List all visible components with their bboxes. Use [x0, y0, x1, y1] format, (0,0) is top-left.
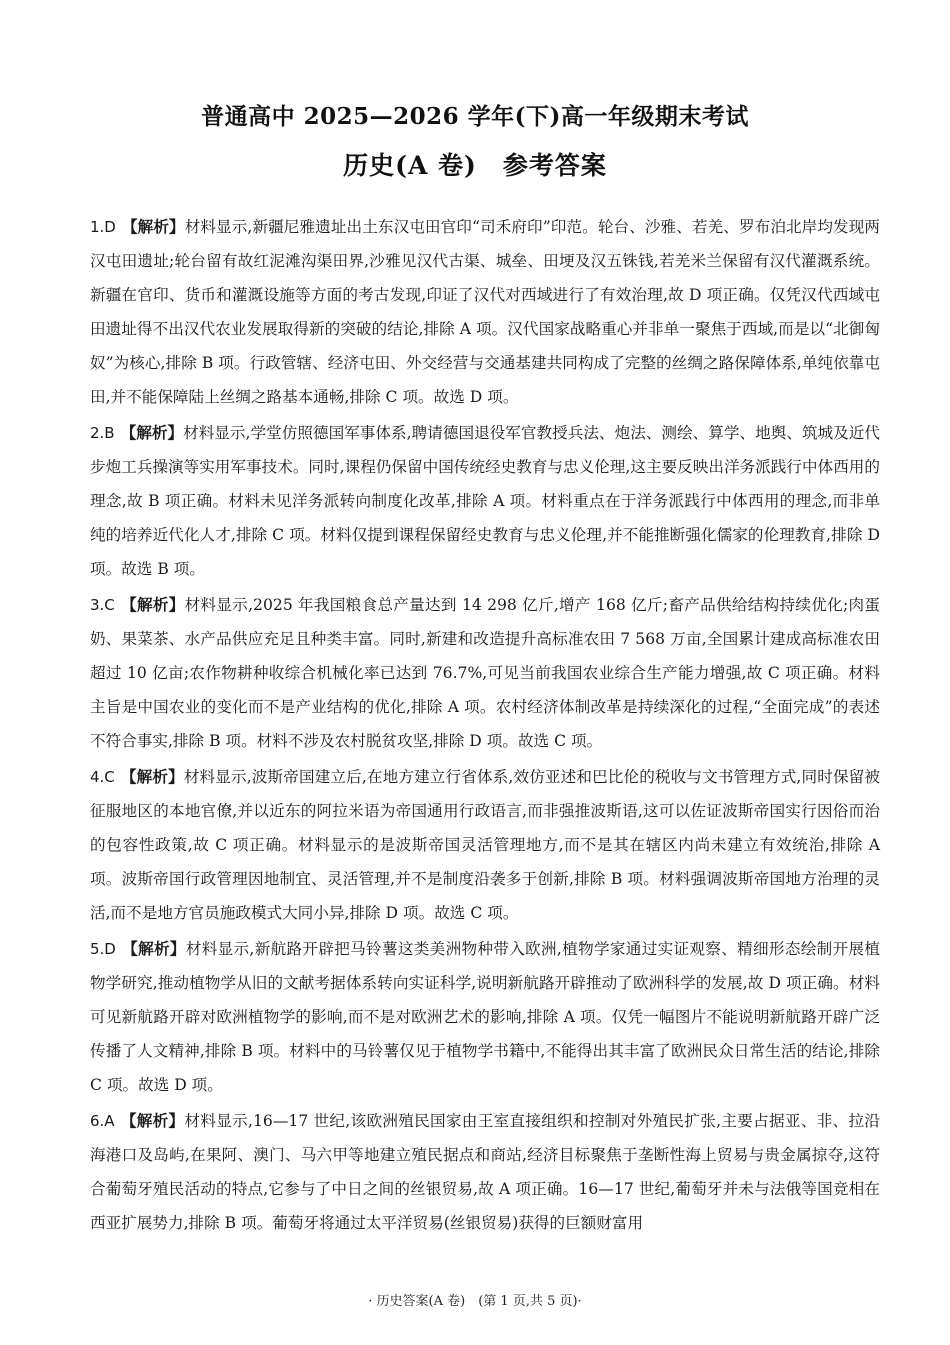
answer-number: 3.C	[90, 596, 115, 615]
answer-item-1	[90, 210, 880, 415]
exam-title: 普通高中 2025—2026 学年(下)高一年级期末考试	[201, 103, 749, 130]
answer-text: 材料显示,2025 年我国粮食总产量达到 14 298 亿斤,增产 168 亿斤;畜产品供给结构持续优化;肉蛋奶、果菜茶、水产品供应充足且种类丰富。同时,新建和改造提升高标准农田 7 568 万亩,全国累计建成高标准农田超过 10 亿亩;农作物耕种收综合机械化率已达到 76.7%,可见当前我国农业综合生产能力增强,故 C 项正确。材料主旨是中国农业的变化而不是产业结构的优化,排除 A 项。农村经济体制改革是持续深化的过程,“全面完成”的表述不符合事实,排除 B 项。材料不涉及农村脱贫攻坚,排除 D 项。故选 C 项。	[90, 596, 880, 751]
answer-item-5	[90, 932, 880, 1102]
answer-number: 1.D	[90, 218, 116, 236]
answer-list	[90, 210, 880, 1242]
analysis-tag: 【解析】	[121, 938, 186, 958]
answer-text: 材料显示,学堂仿照德国军事体系,聘请德国退役军官教授兵法、炮法、测绘、算学、地舆、筑城及近代步炮工兵操演等实用军事技术。同时,课程仍保留中国传统经史教育与忠义伦理,这主要反映出洋务派践行中体西用的理念,故 B 项正确。材料未见洋务派转向制度化改革,排除 A 项。材料重点在于洋务派践行中体西用的理念,而非单纯的培养近代化人才,排除 C 项。材料仅提到课程保留经史教育与忠义伦理,并不能推断强化儒家的伦理教育,排除 D 项。故选 B 项。	[90, 424, 880, 579]
answer-text: 材料显示,波斯帝国建立后,在地方建立行省体系,效仿亚述和巴比伦的税收与文书管理方式,同时保留被征服地区的本地官僚,并以近东的阿拉米语为帝国通用行政语言,而非强推波斯语,这可以佐证波斯帝国实行因俗而治的包容性政策,故 C 项正确。材料显示的是波斯帝国灵活管理地方,而不是其在辖区内尚未建立有效统治,排除 A 项。波斯帝国行政管理因地制宜、灵活管理,并不是制度沿袭多于创新,排除 B 项。材料强调波斯帝国地方治理的灵活,而不是地方官员施政模式大同小异,排除 D 项。故选 C 项。	[90, 768, 880, 923]
analysis-tag: 【解析】	[120, 423, 184, 443]
analysis-tag: 【解析】	[121, 217, 185, 236]
analysis-tag: 【解析】	[120, 1110, 185, 1130]
analysis-tag: 【解析】	[120, 767, 184, 786]
answer-item-2	[90, 416, 880, 586]
page-footer: · 历史答案(A 卷) (第 1 页,共 5 页)·	[368, 1294, 582, 1309]
answer-text: 材料显示,新疆尼雅遗址出土东汉屯田官印“司禾府印”印范。轮台、沙雅、若羌、罗布泊北岸均发现两汉屯田遗址;轮台留有故红泥滩沟渠田界,沙雅见汉代古渠、城垒、田埂及汉五铢钱,若羌米兰保留有汉代灌溉系统。新疆在官印、货币和灌溉设施等方面的考古发现,印证了汉代对西域进行了有效治理,故 D 项正确。仅凭汉代西域屯田遗址得不出汉代农业发展取得新的突破的结论,排除 A 项。汉代国家战略重心并非单一聚焦于西域,而是以“北御匈奴”为核心,排除 B 项。行政管辖、经济屯田、外交经营与交通基建共同构成了完整的丝绸之路保障体系,单纯依靠屯田,并不能保障陆上丝绸之路基本通畅,排除 C 项。故选 D 项。	[90, 218, 880, 407]
answer-item-3	[90, 588, 880, 758]
answer-number: 2.B	[90, 424, 115, 443]
answer-item-6	[90, 1104, 880, 1240]
answer-number: 6.A	[90, 1111, 115, 1130]
answer-number: 5.D	[90, 939, 116, 958]
answer-text: 材料显示,新航路开辟把马铃薯这类美洲物种带入欧洲,植物学家通过实证观察、精细形态绘制开展植物学研究,推动植物学从旧的文献考据体系转向实证科学,说明新航路开辟推动了欧洲科学的发展,故 D 项正确。材料可见新航路开辟对欧洲植物学的影响,而不是对欧洲艺术的影响,排除 A 项。仅凭一幅图片不能说明新航路开辟广泛传播了人文精神,排除 B 项。材料中的马铃薯仅见于植物学书籍中,不能得出其丰富了欧洲民众日常生活的结论,排除 C 项。故选 D 项。	[90, 939, 880, 1095]
exam-subtitle: 历史(A 卷) 参考答案	[343, 151, 607, 180]
answer-item-4	[90, 760, 880, 930]
analysis-tag: 【解析】	[120, 595, 185, 615]
answer-text: 材料显示,16—17 世纪,该欧洲殖民国家由王室直接组织和控制对外殖民扩张,主要占据亚、非、拉沿海港口及岛屿,在果阿、澳门、马六甲等地建立殖民据点和商站,经济目标聚焦于垄断性海上贸易与贵金属掠夺,这符合葡萄牙殖民活动的特点,它参与了中日之间的丝银贸易,故 A 项正确。16—17 世纪,葡萄牙并未与法俄等国竞相在西亚扩展势力,排除 B 项。葡萄牙将通过太平洋贸易(丝银贸易)获得的巨额财富用	[90, 1111, 880, 1233]
answer-number: 4.C	[90, 768, 115, 786]
